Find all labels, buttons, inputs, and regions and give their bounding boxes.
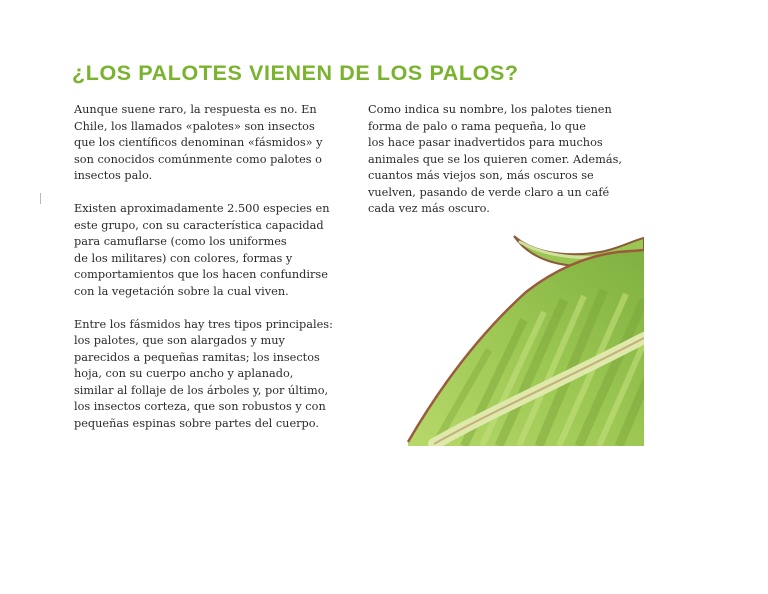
text-line: comportamientos que los hacen confundirse: [74, 268, 328, 281]
text-line: animales que se los quieren comer. Además,: [368, 152, 622, 166]
right-column: [368, 102, 630, 234]
text-line: Existen aproximadamente 2.500 especies en: [74, 202, 330, 215]
margin-mark: [40, 193, 41, 204]
text-line: Como indica su nombre, los palotes tienen: [368, 103, 612, 116]
page-title: ¿LOS PALOTES VIENEN DE LOS PALOS?: [72, 61, 519, 85]
paragraph-intro: [74, 102, 336, 185]
text-line: con la vegetación sobre la cual viven.: [74, 284, 289, 298]
text-line: de los militares) con colores, formas y: [74, 251, 293, 265]
text-line: los hace pasar inadvertidos para muchos: [368, 136, 603, 149]
text-line: parecidos a pequeñas ramitas; los insectos: [74, 350, 320, 364]
paragraph-name: [368, 102, 630, 218]
paragraph-types: [74, 317, 336, 433]
text-line: para camuflarse (como los uniformes: [74, 235, 287, 248]
text-line: cuantos más viejos son, más oscuros se: [368, 169, 594, 182]
paragraph-species: [74, 201, 336, 300]
text-line: que los científicos denominan «fásmidos» y: [74, 136, 323, 149]
text-line: insectos palo.: [74, 169, 153, 182]
text-line: los palotes, que son alargados y muy: [74, 334, 285, 347]
text-line: forma de palo o rama pequeña, lo que: [368, 119, 586, 133]
text-line: Aunque suene raro, la respuesta es no. En: [74, 103, 317, 116]
left-column: [74, 102, 336, 449]
text-line: hoja, con su cuerpo ancho y aplanado,: [74, 367, 294, 380]
text-line: pequeñas espinas sobre partes del cuerpo.: [74, 416, 319, 430]
text-line: Chile, los llamados «palotes» son insectos: [74, 119, 315, 133]
leaf-insect-illustration: [404, 230, 644, 446]
text-line: vuelven, pasando de verde claro a un café: [368, 185, 610, 199]
text-line: cada vez más oscuro.: [368, 202, 490, 215]
text-line: son conocidos comúnmente como palotes o: [74, 152, 322, 166]
text-line: similar al follaje de los árboles y, por último,: [74, 383, 329, 397]
text-line: Entre los fásmidos hay tres tipos principales:: [74, 317, 333, 331]
text-line: este grupo, con su característica capacidad: [74, 218, 324, 232]
text-line: los insectos corteza, que son robustos y con: [74, 400, 326, 413]
